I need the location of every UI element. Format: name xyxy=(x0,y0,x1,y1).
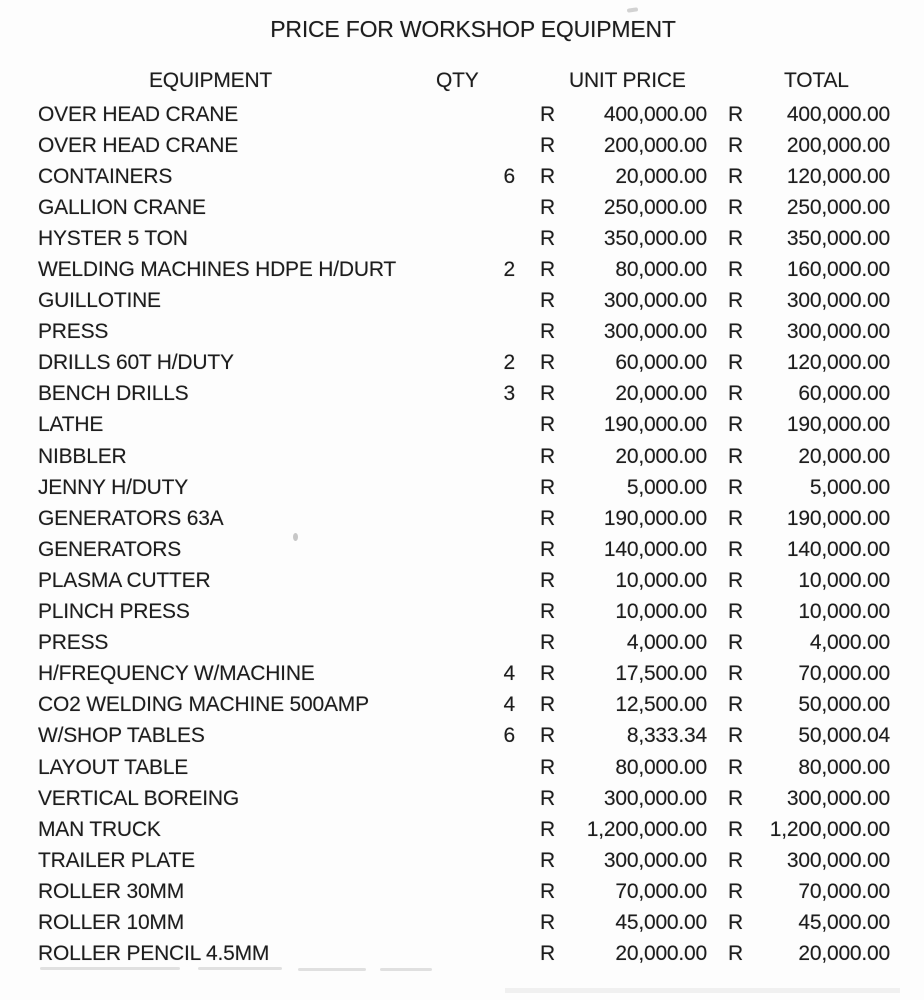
equipment-name: H/FREQUENCY W/MACHINE xyxy=(38,662,315,686)
currency-symbol: R xyxy=(728,910,743,934)
unit-price: 60,000.00 xyxy=(615,351,707,375)
unit-price: 80,000.00 xyxy=(615,258,707,282)
total-price: 190,000.00 xyxy=(786,413,890,437)
unit-price: 70,000.00 xyxy=(615,879,707,903)
table-row xyxy=(0,721,924,752)
currency-symbol: R xyxy=(540,910,555,934)
total-price: 70,000.00 xyxy=(798,879,890,903)
equipment-name: CONTAINERS xyxy=(38,164,173,188)
currency-symbol: R xyxy=(728,475,743,499)
total-price: 200,000.00 xyxy=(786,133,890,157)
currency-symbol: R xyxy=(540,879,555,903)
currency-symbol: R xyxy=(540,817,555,841)
equipment-name: NIBBLER xyxy=(38,444,127,468)
unit-price: 300,000.00 xyxy=(603,786,707,810)
unit-price: 5,000.00 xyxy=(626,475,707,499)
table-row xyxy=(0,752,924,783)
currency-symbol: R xyxy=(728,226,743,250)
total-price: 250,000.00 xyxy=(786,195,890,219)
equipment-name: BENCH DRILLS xyxy=(38,382,189,406)
column-header-total: TOTAL xyxy=(784,69,849,92)
currency-symbol: R xyxy=(540,724,555,748)
scan-artifact xyxy=(380,968,432,971)
unit-price: 20,000.00 xyxy=(615,382,707,406)
currency-symbol: R xyxy=(728,102,743,126)
unit-price: 8,333.34 xyxy=(626,724,707,748)
currency-symbol: R xyxy=(728,817,743,841)
currency-symbol: R xyxy=(728,568,743,592)
currency-symbol: R xyxy=(728,444,743,468)
currency-symbol: R xyxy=(728,164,743,188)
currency-symbol: R xyxy=(540,600,555,624)
quantity: 6 xyxy=(503,724,515,748)
equipment-name: GALLION CRANE xyxy=(38,195,206,219)
currency-symbol: R xyxy=(540,942,555,966)
equipment-name: MAN TRUCK xyxy=(38,817,161,841)
unit-price: 400,000.00 xyxy=(603,102,707,126)
unit-price: 20,000.00 xyxy=(615,444,707,468)
total-price: 300,000.00 xyxy=(786,786,890,810)
currency-symbol: R xyxy=(728,195,743,219)
scan-artifact xyxy=(293,533,298,541)
currency-symbol: R xyxy=(540,568,555,592)
table-row xyxy=(0,783,924,814)
currency-symbol: R xyxy=(540,506,555,530)
total-price: 10,000.00 xyxy=(798,568,890,592)
total-price: 50,000.04 xyxy=(798,724,890,748)
unit-price: 250,000.00 xyxy=(603,195,707,219)
equipment-name: W/SHOP TABLES xyxy=(38,724,205,748)
currency-symbol: R xyxy=(540,475,555,499)
table-row xyxy=(0,534,924,565)
table-row xyxy=(0,410,924,441)
currency-symbol: R xyxy=(540,226,555,250)
currency-symbol: R xyxy=(728,351,743,375)
table-row xyxy=(0,441,924,472)
currency-symbol: R xyxy=(540,755,555,779)
table-row xyxy=(0,379,924,410)
unit-price: 45,000.00 xyxy=(615,910,707,934)
unit-price: 200,000.00 xyxy=(603,133,707,157)
total-price: 350,000.00 xyxy=(786,226,890,250)
unit-price: 4,000.00 xyxy=(626,631,707,655)
table-row xyxy=(0,192,924,223)
table-row xyxy=(0,348,924,379)
scan-artifact xyxy=(198,967,282,970)
total-price: 45,000.00 xyxy=(798,910,890,934)
total-price: 20,000.00 xyxy=(798,942,890,966)
total-price: 5,000.00 xyxy=(809,475,890,499)
unit-price: 80,000.00 xyxy=(615,755,707,779)
currency-symbol: R xyxy=(728,289,743,313)
total-price: 400,000.00 xyxy=(786,102,890,126)
equipment-name: GENERATORS 63A xyxy=(38,506,224,530)
total-price: 160,000.00 xyxy=(786,258,890,282)
equipment-name: ROLLER PENCIL 4.5MM xyxy=(38,942,270,966)
equipment-name: JENNY H/DUTY xyxy=(38,475,189,499)
table-row xyxy=(0,317,924,348)
total-price: 4,000.00 xyxy=(809,631,890,655)
table-row xyxy=(0,907,924,938)
table-row xyxy=(0,130,924,161)
equipment-name: GENERATORS xyxy=(38,537,182,561)
equipment-name: OVER HEAD CRANE xyxy=(38,133,239,157)
quantity: 4 xyxy=(503,662,515,686)
equipment-name: PRESS xyxy=(38,320,109,344)
equipment-name: LATHE xyxy=(38,413,104,437)
total-price: 80,000.00 xyxy=(798,755,890,779)
equipment-name: HYSTER 5 TON xyxy=(38,226,188,250)
table-row xyxy=(0,565,924,596)
table-row xyxy=(0,161,924,192)
currency-symbol: R xyxy=(540,413,555,437)
currency-symbol: R xyxy=(540,848,555,872)
table-row xyxy=(0,503,924,534)
currency-symbol: R xyxy=(540,320,555,344)
equipment-name: LAYOUT TABLE xyxy=(38,755,189,779)
currency-symbol: R xyxy=(728,879,743,903)
equipment-name: TRAILER PLATE xyxy=(38,848,195,872)
currency-symbol: R xyxy=(728,786,743,810)
currency-symbol: R xyxy=(540,631,555,655)
scan-artifact xyxy=(40,967,180,970)
unit-price: 1,200,000.00 xyxy=(586,817,707,841)
table-row xyxy=(0,659,924,690)
currency-symbol: R xyxy=(540,693,555,717)
total-price: 300,000.00 xyxy=(786,289,890,313)
unit-price: 350,000.00 xyxy=(603,226,707,250)
total-price: 140,000.00 xyxy=(786,537,890,561)
table-row xyxy=(0,845,924,876)
equipment-name: PRESS xyxy=(38,631,109,655)
table-row xyxy=(0,254,924,285)
total-price: 1,200,000.00 xyxy=(769,817,890,841)
currency-symbol: R xyxy=(540,382,555,406)
column-header-qty: QTY xyxy=(436,69,479,92)
currency-symbol: R xyxy=(728,848,743,872)
equipment-name: CO2 WELDING MACHINE 500AMP xyxy=(38,693,369,717)
unit-price: 10,000.00 xyxy=(615,568,707,592)
currency-symbol: R xyxy=(728,755,743,779)
equipment-name: ROLLER 10MM xyxy=(38,910,185,934)
unit-price: 17,500.00 xyxy=(615,662,707,686)
scan-artifact xyxy=(627,7,638,12)
currency-symbol: R xyxy=(728,600,743,624)
equipment-name: VERTICAL BOREING xyxy=(38,786,240,810)
currency-symbol: R xyxy=(540,786,555,810)
table-row xyxy=(0,939,924,970)
table-row xyxy=(0,814,924,845)
unit-price: 20,000.00 xyxy=(615,942,707,966)
unit-price: 12,500.00 xyxy=(615,693,707,717)
currency-symbol: R xyxy=(540,258,555,282)
currency-symbol: R xyxy=(728,133,743,157)
total-price: 120,000.00 xyxy=(786,164,890,188)
table-row xyxy=(0,876,924,907)
total-price: 60,000.00 xyxy=(798,382,890,406)
equipment-name: ROLLER 30MM xyxy=(38,879,185,903)
unit-price: 300,000.00 xyxy=(603,289,707,313)
equipment-name: GUILLOTINE xyxy=(38,289,161,313)
currency-symbol: R xyxy=(728,537,743,561)
currency-symbol: R xyxy=(728,413,743,437)
currency-symbol: R xyxy=(728,662,743,686)
currency-symbol: R xyxy=(540,289,555,313)
currency-symbol: R xyxy=(728,258,743,282)
currency-symbol: R xyxy=(728,506,743,530)
currency-symbol: R xyxy=(728,693,743,717)
table-row xyxy=(0,99,924,130)
currency-symbol: R xyxy=(728,942,743,966)
currency-symbol: R xyxy=(540,164,555,188)
unit-price: 300,000.00 xyxy=(603,848,707,872)
total-price: 300,000.00 xyxy=(786,848,890,872)
unit-price: 190,000.00 xyxy=(603,413,707,437)
scan-artifact xyxy=(505,988,900,993)
quantity: 2 xyxy=(503,258,515,282)
currency-symbol: R xyxy=(540,537,555,561)
total-price: 70,000.00 xyxy=(798,662,890,686)
currency-symbol: R xyxy=(540,133,555,157)
quantity: 6 xyxy=(503,164,515,188)
table-row xyxy=(0,472,924,503)
unit-price: 10,000.00 xyxy=(615,600,707,624)
total-price: 20,000.00 xyxy=(798,444,890,468)
total-price: 300,000.00 xyxy=(786,320,890,344)
table-row xyxy=(0,223,924,254)
currency-symbol: R xyxy=(728,320,743,344)
quantity: 4 xyxy=(503,693,515,717)
total-price: 190,000.00 xyxy=(786,506,890,530)
equipment-name: DRILLS 60T H/DUTY xyxy=(38,351,234,375)
quantity: 3 xyxy=(503,382,515,406)
document-title: PRICE FOR WORKSHOP EQUIPMENT xyxy=(270,16,676,42)
unit-price: 190,000.00 xyxy=(603,506,707,530)
unit-price: 300,000.00 xyxy=(603,320,707,344)
total-price: 120,000.00 xyxy=(786,351,890,375)
equipment-name: WELDING MACHINES HDPE H/DURT xyxy=(38,258,397,282)
table-rows xyxy=(0,99,924,970)
quantity: 2 xyxy=(503,351,515,375)
currency-symbol: R xyxy=(540,662,555,686)
currency-symbol: R xyxy=(540,195,555,219)
table-row xyxy=(0,628,924,659)
currency-symbol: R xyxy=(728,724,743,748)
column-header-equipment: EQUIPMENT xyxy=(149,69,273,92)
currency-symbol: R xyxy=(728,631,743,655)
table-row xyxy=(0,597,924,628)
table-row xyxy=(0,286,924,317)
currency-symbol: R xyxy=(540,444,555,468)
total-price: 50,000.00 xyxy=(798,693,890,717)
total-price: 10,000.00 xyxy=(798,600,890,624)
equipment-name: PLINCH PRESS xyxy=(38,600,190,624)
equipment-name: PLASMA CUTTER xyxy=(38,568,211,592)
currency-symbol: R xyxy=(540,102,555,126)
currency-symbol: R xyxy=(728,382,743,406)
unit-price: 140,000.00 xyxy=(603,537,707,561)
column-header-unit-price: UNIT PRICE xyxy=(569,69,686,92)
unit-price: 20,000.00 xyxy=(615,164,707,188)
scan-artifact xyxy=(298,968,366,971)
currency-symbol: R xyxy=(540,351,555,375)
equipment-name: OVER HEAD CRANE xyxy=(38,102,239,126)
table-row xyxy=(0,690,924,721)
